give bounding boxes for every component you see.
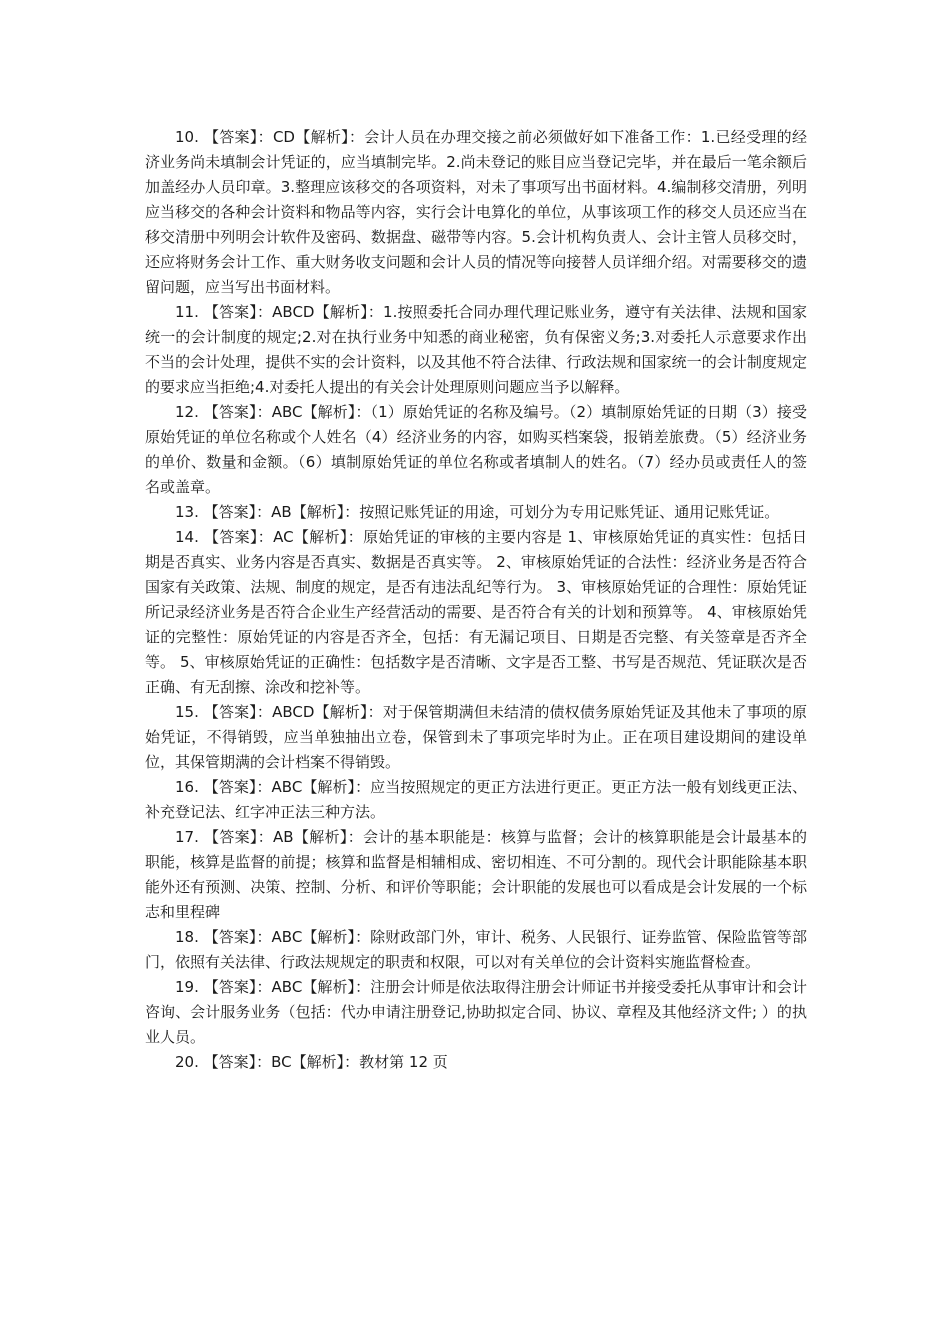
answer-item-16 [145, 775, 807, 825]
item-number: 14. [175, 528, 199, 546]
item-answer: 【答案】：ABCD [203, 703, 315, 721]
item-answer: 【答案】：ABCD [203, 303, 315, 321]
item-answer: 【答案】：BC [203, 1053, 292, 1071]
item-number: 12. [175, 403, 199, 421]
item-explanation: 【解析】：（1）原始凭证的名称及编号。（2）填制原始凭证的日期（3）接受原始凭证的单位名称或个人姓名（4）经济业务的内容，如购买档案袋，报销差旅费。（5）经济业务的单价、数量和金额。（6）填制原始凭证的单位名称或者填制人的姓名。（7）经办员或责任人的签名或盖章。 [145, 403, 807, 496]
item-answer: 【答案】：CD [203, 128, 295, 146]
item-number: 20. [175, 1053, 199, 1071]
item-answer: 【答案】：ABC [203, 928, 303, 946]
item-explanation: 【解析】：按照记账凭证的用途，可划分为专用记账凭证、通用记账凭证。 [291, 503, 780, 521]
item-answer: 【答案】：AB [203, 503, 292, 521]
item-answer: 【答案】：AB [203, 828, 294, 846]
answer-item-18 [145, 925, 807, 975]
item-answer: 【答案】：ABC [203, 978, 303, 996]
item-number: 19. [175, 978, 199, 996]
item-answer: 【答案】：ABC [203, 403, 303, 421]
item-explanation: 【解析】：应当按照规定的更正方法进行更正。更正方法一般有划线更正法、补充登记法、红字冲正法三种方法。 [145, 778, 807, 821]
item-number: 11. [175, 303, 199, 321]
item-number: 15. [175, 703, 199, 721]
answer-item-11 [145, 300, 807, 400]
answer-item-15 [145, 700, 807, 775]
item-answer: 【答案】：ABC [203, 778, 303, 796]
answer-item-10 [145, 125, 807, 300]
item-number: 18. [175, 928, 199, 946]
item-answer: 【答案】：AC [203, 528, 294, 546]
answer-item-20 [145, 1050, 807, 1075]
answer-item-17 [145, 825, 807, 925]
item-number: 10. [175, 128, 199, 146]
answer-item-13 [145, 500, 807, 525]
item-number: 16. [175, 778, 199, 796]
answer-item-12 [145, 400, 807, 500]
document-page [145, 125, 807, 1075]
answer-item-19 [145, 975, 807, 1050]
answer-item-14 [145, 525, 807, 700]
item-explanation: 【解析】：原始凭证的审核的主要内容是 1、审核原始凭证的真实性：包括日期是否真实、业务内容是否真实、数据是否真实等。 2、审核原始凭证的合法性：经济业务是否符合国家有关政策、法规、制度的规定，是否有违法乱纪等行为。 3、审核原始凭证的合理性：原始凭证所记录经济业务是否符合企业生产经营活动的需要、是否符合有关的计划和预算等。 4、审核原始凭证的完整性：原始凭证的内容是否齐全，包括：有无漏记项目、日期是否完整、有关签章是否齐全等。 5、审核原始凭证的正确性：包括数字是否清晰、文字是否工整、书写是否规范、凭证联次是否正确、有无刮擦、涂改和挖补等。 [145, 528, 807, 696]
item-explanation: 【解析】：会计的基本职能是：核算与监督；会计的核算职能是会计最基本的职能，核算是监督的前提；核算和监督是相辅相成、密切相连、不可分割的。现代会计职能除基本职能外还有预测、决策、控制、分析、和评价等职能；会计职能的发展也可以看成是会计发展的一个标志和里程碑 [145, 828, 807, 921]
item-explanation: 【解析】：1.按照委托合同办理代理记账业务，遵守有关法律、法规和国家统一的会计制度的规定;2.对在执行业务中知悉的商业秘密，负有保密义务;3.对委托人示意要求作出不当的会计处理，提供不实的会计资料，以及其他不符合法律、行政法规和国家统一的会计制度规定的要求应当拒绝;4.对委托人提出的有关会计处理原则问题应当予以解释。 [145, 303, 807, 396]
item-explanation: 【解析】：会计人员在办理交接之前必须做好如下准备工作：1.已经受理的经济业务尚未填制会计凭证的，应当填制完毕。2.尚未登记的账目应当登记完毕，并在最后一笔余额后加盖经办人员印章。3.整理应该移交的各项资料，对未了事项写出书面材料。4.编制移交清册，列明应当移交的各种会计资料和物品等内容，实行会计电算化的单位，从事该项工作的移交人员还应当在移交清册中列明会计软件及密码、数据盘、磁带等内容。5.会计机构负责人、会计主管人员移交时，还应将财务会计工作、重大财务收支问题和会计人员的情况等向接替人员详细介绍。对需要移交的遗留问题，应当写出书面材料。 [145, 128, 807, 296]
item-number: 17. [175, 828, 199, 846]
item-explanation: 【解析】：注册会计师是依法取得注册会计师证书并接受委托从事审计和会计咨询、会计服务业务（包括：代办申请注册登记,协助拟定合同、协议、章程及其他经济文件; ）的执业人员。 [145, 978, 807, 1046]
item-number: 13. [175, 503, 199, 521]
item-explanation: 【解析】：对于保管期满但未结清的债权债务原始凭证及其他未了事项的原始凭证，不得销毁，应当单独抽出立卷，保管到未了事项完毕时为止。正在项目建设期间的建设单位，其保管期满的会计档案不得销毁。 [145, 703, 807, 771]
item-explanation: 【解析】：教材第 12 页 [291, 1053, 448, 1071]
item-explanation: 【解析】：除财政部门外，审计、税务、人民银行、证券监管、保险监管等部门，依照有关法律、行政法规规定的职责和权限，可以对有关单位的会计资料实施监督检查。 [145, 928, 807, 971]
